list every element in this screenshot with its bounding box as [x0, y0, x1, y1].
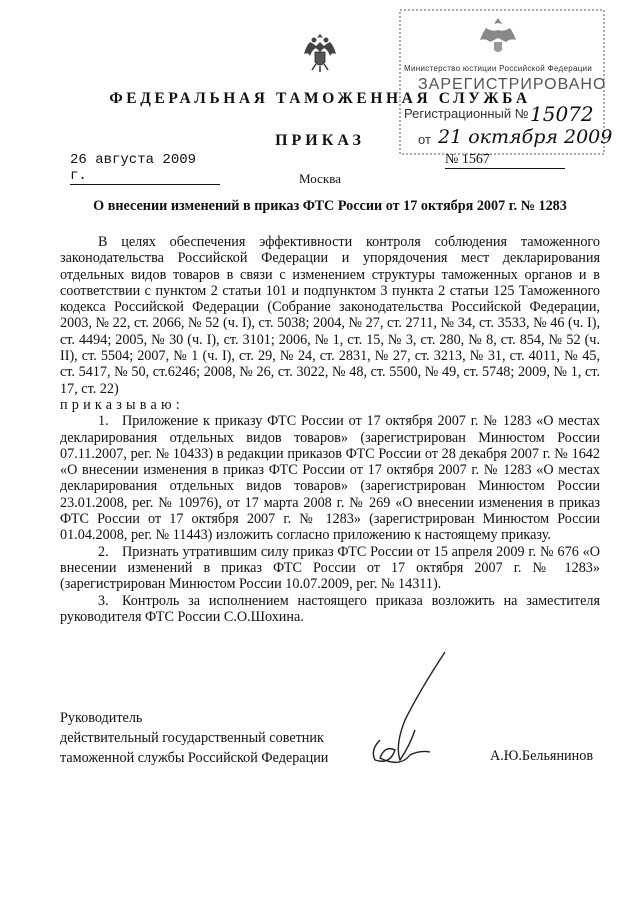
order-word: приказываю:: [60, 396, 184, 413]
document-type: ПРИКАЗ: [275, 132, 365, 149]
city: Москва: [299, 171, 341, 186]
stamp-registered: ЗАРЕГИСТРИРОВАНО: [418, 76, 607, 93]
item-number: 3.: [98, 592, 109, 609]
agency-name: ФЕДЕРАЛЬНАЯ ТАМОЖЕННАЯ СЛУЖБА: [109, 90, 531, 107]
signatory-line-3: таможенной службы Российской Федерации: [60, 750, 329, 766]
item-number: 2.: [98, 543, 109, 560]
signatory-title: [60, 708, 328, 768]
order-body: [60, 234, 600, 625]
order-subject: О внесении изменений в приказ ФТС России от 17 октября 2007 г. № 1283: [93, 198, 567, 214]
stamp-reg-number: 15072: [530, 102, 594, 126]
signatory-line-2: действительный государственный советник: [60, 730, 324, 746]
order-date: 26 августа 2009 г.: [70, 152, 220, 185]
coat-of-arms-icon: [300, 30, 340, 74]
stamp-date-label: от: [418, 132, 431, 147]
signature-icon: [340, 650, 490, 780]
stamp-reg-label: Регистрационный №: [404, 106, 529, 121]
stamp-ministry-line: Министерство юстиции Российской Федерации: [404, 64, 593, 73]
list-item: [60, 593, 600, 626]
signatory-name: А.Ю.Бельянинов: [490, 748, 594, 764]
order-number: № 1567: [445, 152, 565, 169]
item-number: 1.: [98, 413, 109, 430]
list-item: [60, 544, 600, 593]
item-text: Признать утратившим силу приказ ФТС России от 15 апреля 2009 г. № 676 «О внесении изменений в приказ ФТС России от 17 октября 2007 г. № 1283» (зарегистрирован Минюстом России 10.07.2009, рег. № 14311).: [60, 543, 600, 593]
stamp-date-value: 21 октября 2009: [438, 126, 613, 148]
item-text: Контроль за исполнением настоящего приказа возложить на заместителя руководителя ФТС России С.О.Шохина.: [60, 592, 600, 625]
item-text: Приложение к приказу ФТС России от 17 октября 2007 г. № 1283 «О местах декларирования отдельных видов товаров» (зарегистрирован Минюстом России 07.11.2007, рег. № 10433) в редакции приказов ФТС России от 28 декабря 2007 г. № 1642 «О внесении изменения в приказ ФТС России от 17 октября 2007 г. № 1283 «О местах декларирования отдельных видов товаров» (зарегистрирован Минюстом России 23.01.2008, рег. № 10976), от 17 марта 2008 г. № 269 «О внесении изменения в приказ ФТС России от 17 октября 2007 г. № 1283» (зарегистрирован Минюстом России 01.04.2008, рег. № 11443) изложить согласно приложению к настоящему приказу.: [60, 413, 600, 544]
preamble: В целях обеспечения эффективности контроля соблюдения таможенного законодательства Российской Федерации и упорядочения мест декларирования отдельных видов товаров в связи с изменением структуры таможенных органов и в соответствии с пунктом 2 статьи 101 и подпунктом 3 пункта 2 статьи 125 Таможенного кодекса Российской Федерации (Собрание законодательства Российской Федерации, 2003, № 22, ст. 2066, № 52 (ч. I), ст. 5038; 2004, № 27, ст. 2711, № 34, ст. 3533, № 46 (ч. I), ст. 4494; 2005, № 30 (ч. I), ст. 3101; 2006, № 1, ст. 15, № 3, ст. 280, № 8, ст. 854, № 52 (ч. II), ст. 5504; 2007, № 1 (ч. I), ст. 29, № 24, ст. 2831, № 27, ст. 3213, № 31, ст. 4011, № 45, ст. 5417, № 50, ст.6246; 2008, № 26, ст. 3022, № 48, ст. 5500, № 49, ст. 5748; 2009, № 1, ст. 17, ст. 22): [60, 234, 600, 397]
signatory-line-1: Руководитель: [60, 710, 143, 726]
list-item: [60, 413, 600, 543]
